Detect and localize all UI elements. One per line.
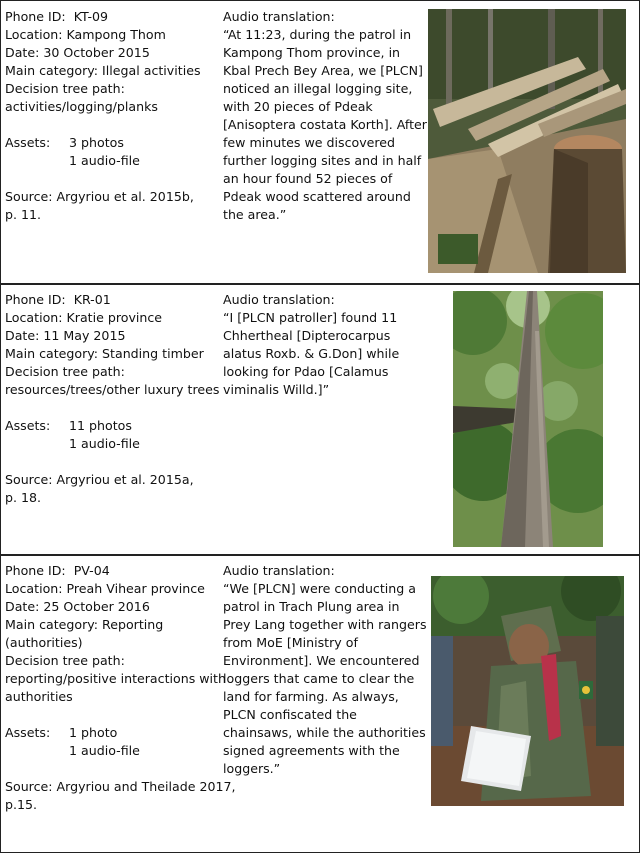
source-line-2: p. 11.: [5, 207, 42, 222]
report-record-pv-04: [0, 554, 640, 853]
assets-photos-row: [5, 724, 217, 742]
audio-translation-label: Audio translation:: [223, 563, 335, 578]
assets-photos: 3 photos: [69, 135, 124, 150]
phone-id-label: Phone ID:: [5, 9, 66, 24]
audio-line: noticed an illegal logging site,: [223, 81, 413, 96]
source-line-2: p.15.: [5, 797, 38, 812]
decision-tree-path-continued: authorities: [5, 689, 73, 704]
assets-audio-row: [5, 435, 217, 453]
audio-line: from MoE [Ministry of: [223, 635, 358, 650]
assets-photos-row: [5, 134, 217, 152]
audio-translation-column: [223, 291, 419, 399]
date: Date: 11 May 2015: [5, 328, 126, 343]
metadata-column: [5, 291, 220, 507]
audio-line: loggers.”: [223, 761, 281, 776]
phone-id: KT-09: [73, 9, 109, 24]
assets-audio-row: [5, 742, 217, 760]
assets-audio: 1 audio-file: [69, 153, 140, 168]
audio-translation-column: [223, 562, 427, 778]
audio-translation-column: [223, 8, 427, 224]
main-category: Main category: Illegal activities: [5, 63, 201, 78]
decision-tree-label: Decision tree path:: [5, 364, 125, 379]
audio-line: the area.”: [223, 207, 287, 222]
audio-line: loggers that came to clear the: [223, 671, 415, 686]
audio-line: Pdeak wood scattered around: [223, 189, 411, 204]
phone-id: PV-04: [73, 563, 110, 578]
audio-line: Environment]. We encountered: [223, 653, 420, 668]
assets-photos-row: [5, 417, 217, 435]
location: Location: Preah Vihear province: [5, 581, 205, 596]
assets-audio: 1 audio-file: [69, 743, 140, 758]
decision-tree-path: activities/logging/planks: [5, 99, 158, 114]
audio-line: alatus Roxb. & G.Don] while: [223, 346, 400, 361]
assets-label: Assets:: [5, 725, 51, 740]
audio-line: viminalis Willd.]”: [223, 382, 330, 397]
audio-line: “At 11:23, during the patrol in: [223, 27, 412, 42]
standing-tree-photo: [453, 291, 603, 547]
metadata-column: [5, 562, 236, 814]
audio-translation-label: Audio translation:: [223, 9, 335, 24]
logging-site-photo: [428, 9, 626, 273]
decision-tree-path: reporting/positive interactions with: [5, 671, 226, 686]
phone-id-label: Phone ID:: [5, 563, 66, 578]
phone-id-row: [5, 8, 217, 26]
phone-id-row: [5, 291, 217, 309]
audio-line: Kbal Prech Bey Area, we [PLCN]: [223, 63, 423, 78]
phone-id-label: Phone ID:: [5, 292, 66, 307]
main-category-continued: (authorities): [5, 635, 83, 650]
audio-line: Prey Lang together with rangers: [223, 617, 427, 632]
audio-line: Kampong Thom province, in: [223, 45, 401, 60]
audio-line: with 20 pieces of Pdeak: [223, 99, 373, 114]
main-category: Main category: Standing timber: [5, 346, 204, 361]
location: Location: Kampong Thom: [5, 27, 166, 42]
assets-label: Assets:: [5, 135, 51, 150]
decision-tree-label: Decision tree path:: [5, 653, 125, 668]
phone-id-row: [5, 562, 217, 580]
location: Location: Kratie province: [5, 310, 163, 325]
report-record-kr-01: [0, 283, 640, 556]
assets-audio: 1 audio-file: [69, 436, 140, 451]
source-line-1: Source: Argyriou and Theilade 2017,: [5, 779, 236, 794]
audio-line: “I [PLCN patroller] found 11: [223, 310, 398, 325]
assets-label: Assets:: [5, 418, 51, 433]
audio-line: [Anisoptera costata Korth]. After: [223, 117, 427, 132]
audio-line: further logging sites and in half: [223, 153, 422, 168]
date: Date: 30 October 2015: [5, 45, 150, 60]
assets-photos: 11 photos: [69, 418, 132, 433]
audio-line: PLCN confiscated the: [223, 707, 357, 722]
audio-line: patrol in Trach Plung area in: [223, 599, 400, 614]
source-line-1: Source: Argyriou et al. 2015b,: [5, 189, 194, 204]
assets-photos: 1 photo: [69, 725, 118, 740]
date: Date: 25 October 2016: [5, 599, 150, 614]
audio-translation-label: Audio translation:: [223, 292, 335, 307]
metadata-column: [5, 8, 217, 224]
ranger-signing-photo: [431, 576, 624, 806]
decision-tree-label: Decision tree path:: [5, 81, 125, 96]
audio-line: Chhertheal [Dipterocarpus: [223, 328, 391, 343]
audio-line: looking for Pdao [Calamus: [223, 364, 389, 379]
phone-id: KR-01: [73, 292, 111, 307]
assets-audio-row: [5, 152, 217, 170]
source-line-2: p. 18.: [5, 490, 42, 505]
report-record-kt-09: [0, 0, 640, 285]
audio-line: “We [PLCN] were conducting a: [223, 581, 416, 596]
audio-line: land for farming. As always,: [223, 689, 399, 704]
main-category: Main category: Reporting: [5, 617, 164, 632]
audio-line: signed agreements with the: [223, 743, 400, 758]
audio-line: few minutes we discovered: [223, 135, 396, 150]
audio-line: an hour found 52 pieces of: [223, 171, 393, 186]
decision-tree-path: resources/trees/other luxury trees: [5, 382, 220, 397]
source-line-1: Source: Argyriou et al. 2015a,: [5, 472, 194, 487]
audio-line: chainsaws, while the authorities: [223, 725, 426, 740]
